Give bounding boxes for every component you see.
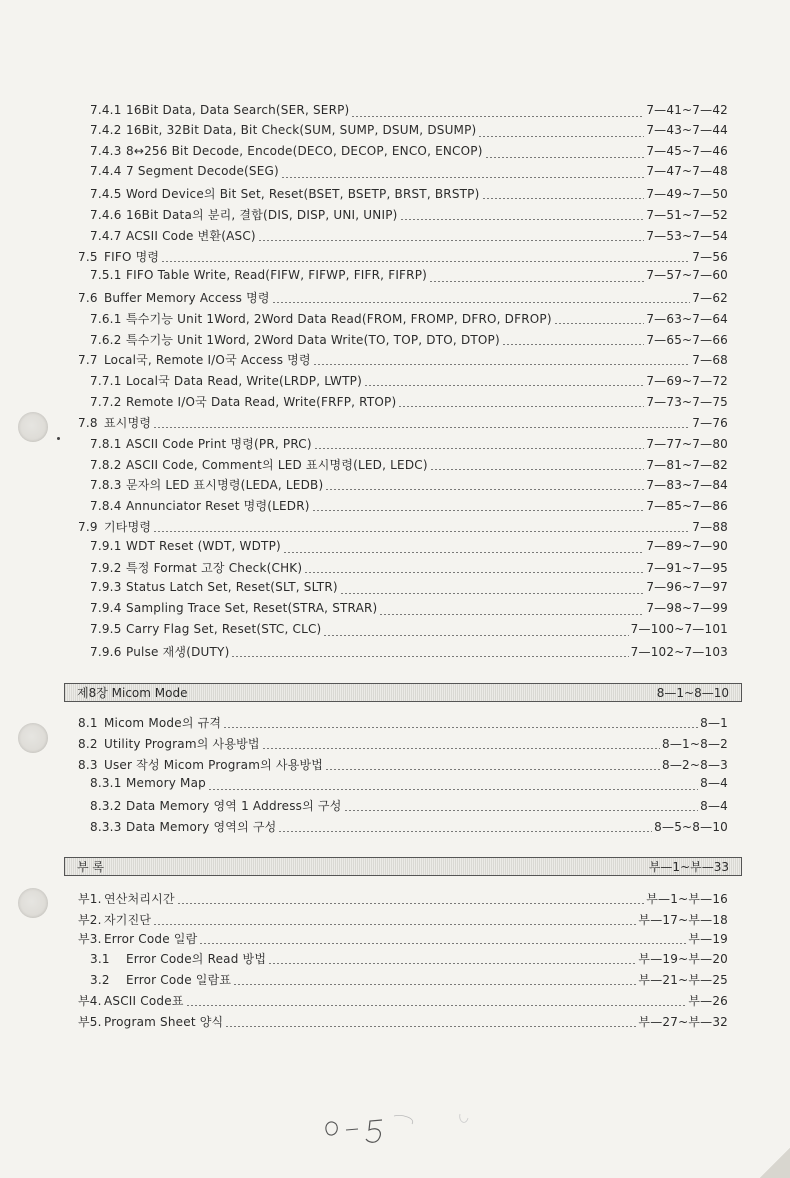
dot-leader bbox=[313, 364, 691, 365]
toc-page: 8—1~8—2 bbox=[662, 737, 728, 751]
toc-title: Utility Program의 사용방법 bbox=[104, 737, 260, 751]
toc-number: 7.8.2 bbox=[90, 458, 122, 472]
toc-title: 자기진단 bbox=[104, 913, 152, 927]
toc-number: 7.9.2 bbox=[90, 561, 122, 575]
toc-entry bbox=[78, 289, 728, 307]
chapter-title: 제8장 Micom Mode bbox=[77, 686, 188, 700]
dot-leader bbox=[283, 552, 644, 553]
toc-title: Carry Flag Set, Reset(STC, CLC) bbox=[126, 622, 322, 636]
toc-number: 7.4.2 bbox=[90, 123, 122, 137]
toc-entry bbox=[78, 992, 728, 1010]
toc-number: 8.1 bbox=[78, 716, 98, 730]
toc-page: 7—91~7—95 bbox=[646, 561, 728, 575]
toc-number: 7.9.3 bbox=[90, 580, 122, 594]
dot-leader bbox=[304, 572, 644, 573]
dot-leader bbox=[325, 769, 660, 770]
toc-title: Word Device의 Bit Set, Reset(BSET, BSETP, BRST, BRSTP) bbox=[126, 187, 480, 201]
toc-title: Sampling Trace Set, Reset(STRA, STRAR) bbox=[126, 601, 378, 615]
toc-title: 7 Segment Decode(SEG) bbox=[126, 164, 279, 178]
dot-leader bbox=[186, 1005, 687, 1006]
toc-entry bbox=[90, 456, 728, 474]
toc-page: 7—76 bbox=[692, 416, 728, 430]
toc-entry bbox=[90, 559, 728, 577]
dot-leader bbox=[281, 177, 644, 178]
toc-title: 16Bit, 32Bit Data, Bit Check(SUM, SUMP, DSUM, DSUMP) bbox=[126, 123, 477, 137]
toc-title: 특수기능 Unit 1Word, 2Word Data Write(TO, TOP, DTO, DTOP) bbox=[126, 333, 500, 347]
dot-leader bbox=[364, 385, 644, 386]
dot-leader bbox=[153, 531, 690, 532]
toc-number: 7.4.6 bbox=[90, 208, 122, 222]
toc-number: 7.8.4 bbox=[90, 499, 122, 513]
toc-title: ACSII Code 변환(ASC) bbox=[126, 229, 256, 243]
toc-number: 7.7 bbox=[78, 353, 98, 367]
toc-number: 8.3.3 bbox=[90, 820, 122, 834]
toc-number: 7.6.1 bbox=[90, 312, 122, 326]
toc-number: 7.5.1 bbox=[90, 268, 122, 282]
toc-title: ASCII Code표 bbox=[104, 994, 184, 1008]
toc-entry bbox=[78, 351, 728, 369]
toc-title: 특수기능 Unit 1Word, 2Word Data Read(FROM, FROMP, DFRO, DFROP) bbox=[126, 312, 552, 326]
toc-title: Remote I/O국 Data Read, Write(FRFP, RTOP) bbox=[126, 395, 397, 409]
toc-title: Memory Map bbox=[126, 776, 206, 790]
toc-title: User 작성 Micom Program의 사용방법 bbox=[104, 758, 324, 772]
toc-entry bbox=[90, 103, 728, 121]
dot-leader bbox=[554, 323, 645, 324]
toc-entry bbox=[90, 372, 728, 390]
toc-number: 7.8.3 bbox=[90, 478, 122, 492]
toc-page: 7—83~7—84 bbox=[646, 478, 728, 492]
toc-number: 8.3.2 bbox=[90, 799, 122, 813]
chapter-8-header bbox=[64, 683, 742, 702]
toc-entry bbox=[90, 971, 728, 989]
dot-leader bbox=[400, 219, 645, 220]
toc-number: 부2. bbox=[78, 913, 102, 927]
appendix-pages: 부—1~부—33 bbox=[648, 860, 729, 874]
toc-title: FIFO Table Write, Read(FIFW, FIFWP, FIFR, FIFRP) bbox=[126, 268, 428, 282]
toc-entry bbox=[78, 1013, 728, 1031]
dot-leader bbox=[177, 903, 644, 904]
toc-title: 표시명령 bbox=[104, 416, 152, 430]
toc-title: Data Memory 영역 1 Address의 구성 bbox=[126, 799, 342, 813]
toc-page: 7—51~7—52 bbox=[646, 208, 728, 222]
toc-page: 부—26 bbox=[688, 994, 728, 1008]
toc-page: 7—62 bbox=[692, 291, 728, 305]
toc-title: Buffer Memory Access 명령 bbox=[104, 291, 270, 305]
handwriting-strokes bbox=[320, 1108, 480, 1148]
toc-page: 7—68 bbox=[692, 353, 728, 367]
toc-page: 7—73~7—75 bbox=[646, 395, 728, 409]
toc-entry bbox=[90, 622, 728, 640]
toc-page: 7—43~7—44 bbox=[646, 123, 728, 137]
toc-entry bbox=[78, 518, 728, 536]
dot-leader bbox=[312, 510, 645, 511]
dot-leader bbox=[398, 406, 644, 407]
toc-number: 7.4.1 bbox=[90, 103, 122, 117]
chapter-pages: 8—1~8—10 bbox=[656, 685, 729, 700]
toc-page: 7—100~7—101 bbox=[630, 622, 728, 636]
toc-entry bbox=[78, 930, 728, 948]
dot-leader bbox=[314, 448, 645, 449]
toc-number: 7.6.2 bbox=[90, 333, 122, 347]
dot-leader bbox=[233, 984, 636, 985]
toc-entry bbox=[90, 776, 728, 794]
dot-leader bbox=[340, 593, 645, 594]
toc-entry bbox=[90, 539, 728, 557]
toc-page: 7—47~7—48 bbox=[646, 164, 728, 178]
toc-page: 부—17~부—18 bbox=[638, 913, 728, 927]
toc-page: 7—98~7—99 bbox=[646, 601, 728, 615]
dot-leader bbox=[278, 831, 652, 832]
toc-entry bbox=[78, 756, 728, 774]
toc-title: Pulse 재생(DUTY) bbox=[126, 645, 230, 659]
toc-entry bbox=[90, 601, 728, 619]
toc-page: 7—96~7—97 bbox=[646, 580, 728, 594]
toc-entry bbox=[78, 890, 728, 908]
toc-title: Error Code 일람표 bbox=[126, 973, 232, 987]
toc-page: 8—2~8—3 bbox=[662, 758, 728, 772]
toc-entry bbox=[90, 123, 728, 141]
toc-page: 부—19~부—20 bbox=[638, 952, 728, 966]
toc-page: 8—5~8—10 bbox=[654, 820, 728, 834]
dot-leader bbox=[429, 281, 644, 282]
toc-page: 7—41~7—42 bbox=[646, 103, 728, 117]
toc-page: 7—89~7—90 bbox=[646, 539, 728, 553]
toc-number: 7.4.3 bbox=[90, 144, 122, 158]
toc-entry bbox=[90, 818, 728, 836]
appendix-header bbox=[64, 857, 742, 876]
dot-leader bbox=[485, 157, 645, 158]
toc-title: WDT Reset (WDT, WDTP) bbox=[126, 539, 281, 553]
toc-title: 특정 Format 고장 Check(CHK) bbox=[126, 561, 303, 575]
dot-leader bbox=[379, 614, 644, 615]
toc-entry bbox=[78, 714, 728, 732]
toc-page: 7—57~7—60 bbox=[646, 268, 728, 282]
toc-number: 7.4.5 bbox=[90, 187, 122, 201]
toc-title: 16Bit Data, Data Search(SER, SERP) bbox=[126, 103, 350, 117]
toc-entry bbox=[78, 248, 728, 266]
toc-page: 7—49~7—50 bbox=[646, 187, 728, 201]
toc-number: 8.2 bbox=[78, 737, 98, 751]
dot-leader bbox=[262, 748, 660, 749]
toc-number: 8.3 bbox=[78, 758, 98, 772]
toc-title: ASCII Code Print 명령(PR, PRC) bbox=[126, 437, 312, 451]
toc-page: 부—27~부—32 bbox=[638, 1015, 728, 1029]
page-corner-fold bbox=[760, 1148, 790, 1178]
toc-number: 7.7.2 bbox=[90, 395, 122, 409]
dot-leader bbox=[430, 469, 645, 470]
appendix-title: 부 록 bbox=[77, 860, 104, 874]
dot-leader bbox=[502, 344, 644, 345]
binder-hole-bottom bbox=[18, 888, 48, 918]
toc-number: 7.6 bbox=[78, 291, 98, 305]
toc-entry bbox=[90, 331, 728, 349]
toc-entry bbox=[90, 950, 728, 968]
dot-leader bbox=[482, 198, 645, 199]
toc-page: 7—56 bbox=[692, 250, 728, 264]
toc-title: FIFO 명령 bbox=[104, 250, 160, 264]
dot-leader bbox=[199, 943, 686, 944]
toc-title: 연산처리시간 bbox=[104, 892, 175, 906]
toc-number: 7.8 bbox=[78, 416, 98, 430]
toc-title: Local국, Remote I/O국 Access 명령 bbox=[104, 353, 311, 367]
toc-entry bbox=[90, 227, 728, 245]
toc-page: 7—65~7—66 bbox=[646, 333, 728, 347]
toc-page: 7—63~7—64 bbox=[646, 312, 728, 326]
toc-number: 8.3.1 bbox=[90, 776, 122, 790]
toc-number: 7.9 bbox=[78, 520, 98, 534]
toc-title: Status Latch Set, Reset(SLT, SLTR) bbox=[126, 580, 338, 594]
toc-number: 7.9.1 bbox=[90, 539, 122, 553]
toc-title: Local국 Data Read, Write(LRDP, LWTP) bbox=[126, 374, 362, 388]
dot-leader bbox=[268, 963, 636, 964]
binder-hole-middle bbox=[18, 723, 48, 753]
toc-number: 3.1 bbox=[90, 952, 110, 966]
binder-hole-top bbox=[18, 412, 48, 442]
toc-title: Program Sheet 양식 bbox=[104, 1015, 224, 1029]
dot-leader bbox=[272, 302, 691, 303]
toc-page: 7—102~7—103 bbox=[630, 645, 728, 659]
dot-leader bbox=[344, 810, 699, 811]
toc-entry bbox=[90, 797, 728, 815]
dot-leader bbox=[153, 924, 636, 925]
toc-page: 7—53~7—54 bbox=[646, 229, 728, 243]
ink-dot bbox=[57, 437, 60, 440]
toc-number: 7.4.7 bbox=[90, 229, 122, 243]
toc-page: 8—4 bbox=[700, 776, 728, 790]
toc-entry bbox=[90, 643, 728, 661]
toc-number: 부4. bbox=[78, 994, 102, 1008]
dot-leader bbox=[478, 136, 644, 137]
dot-leader bbox=[325, 489, 644, 490]
toc-title: Micom Mode의 규격 bbox=[104, 716, 222, 730]
dot-leader bbox=[323, 635, 628, 636]
toc-number: 7.4.4 bbox=[90, 164, 122, 178]
toc-page: 7—81~7—82 bbox=[646, 458, 728, 472]
toc-number: 7.9.4 bbox=[90, 601, 122, 615]
toc-number: 7.9.6 bbox=[90, 645, 122, 659]
toc-entry bbox=[90, 268, 728, 286]
toc-title: 문자의 LED 표시명령(LEDA, LEDB) bbox=[126, 478, 324, 492]
toc-title: Annunciator Reset 명령(LEDR) bbox=[126, 499, 310, 513]
dot-leader bbox=[208, 789, 698, 790]
toc-entry bbox=[90, 393, 728, 411]
toc-entry bbox=[78, 735, 728, 753]
dot-leader bbox=[153, 427, 690, 428]
toc-entry bbox=[90, 476, 728, 494]
dot-leader bbox=[231, 656, 628, 657]
dot-leader bbox=[161, 261, 690, 262]
toc-title: 8↔256 Bit Decode, Encode(DECO, DECOP, ENCO, ENCOP) bbox=[126, 144, 483, 158]
dot-leader bbox=[258, 240, 645, 241]
toc-title: 기타명령 bbox=[104, 520, 152, 534]
toc-number: 7.9.5 bbox=[90, 622, 122, 636]
toc-title: Error Code 일람 bbox=[104, 932, 198, 946]
toc-number: 7.7.1 bbox=[90, 374, 122, 388]
toc-page: 7—88 bbox=[692, 520, 728, 534]
handwritten-page-mark bbox=[320, 1108, 480, 1148]
toc-number: 부1. bbox=[78, 892, 102, 906]
toc-entry bbox=[90, 206, 728, 224]
dot-leader bbox=[223, 727, 698, 728]
toc-page: 7—77~7—80 bbox=[646, 437, 728, 451]
toc-page: 7—45~7—46 bbox=[646, 144, 728, 158]
toc-page: 7—69~7—72 bbox=[646, 374, 728, 388]
toc-title: Error Code의 Read 방법 bbox=[126, 952, 267, 966]
toc-number: 7.5 bbox=[78, 250, 98, 264]
toc-entry bbox=[78, 911, 728, 929]
dot-leader bbox=[351, 116, 644, 117]
toc-page: 부—21~부—25 bbox=[638, 973, 728, 987]
toc-number: 7.8.1 bbox=[90, 437, 122, 451]
toc-page: 7—85~7—86 bbox=[646, 499, 728, 513]
toc-page: 8—4 bbox=[700, 799, 728, 813]
toc-entry bbox=[90, 185, 728, 203]
toc-number: 3.2 bbox=[90, 973, 110, 987]
toc-number: 부5. bbox=[78, 1015, 102, 1029]
dot-leader bbox=[225, 1026, 636, 1027]
toc-title: ASCII Code, Comment의 LED 표시명령(LED, LEDC) bbox=[126, 458, 428, 472]
toc-entry bbox=[90, 435, 728, 453]
toc-entry bbox=[90, 310, 728, 328]
toc-entry bbox=[90, 497, 728, 515]
toc-page: 8—1 bbox=[700, 716, 728, 730]
toc-entry bbox=[90, 144, 728, 162]
toc-entry bbox=[90, 164, 728, 182]
toc-title: 16Bit Data의 분리, 결합(DIS, DISP, UNI, UNIP) bbox=[126, 208, 398, 222]
toc-entry bbox=[78, 414, 728, 432]
toc-number: 부3. bbox=[78, 932, 102, 946]
toc-page: 부—1~부—16 bbox=[646, 892, 728, 906]
toc-entry bbox=[90, 580, 728, 598]
toc-page: 부—19 bbox=[688, 932, 728, 946]
toc-title: Data Memory 영역의 구성 bbox=[126, 820, 277, 834]
